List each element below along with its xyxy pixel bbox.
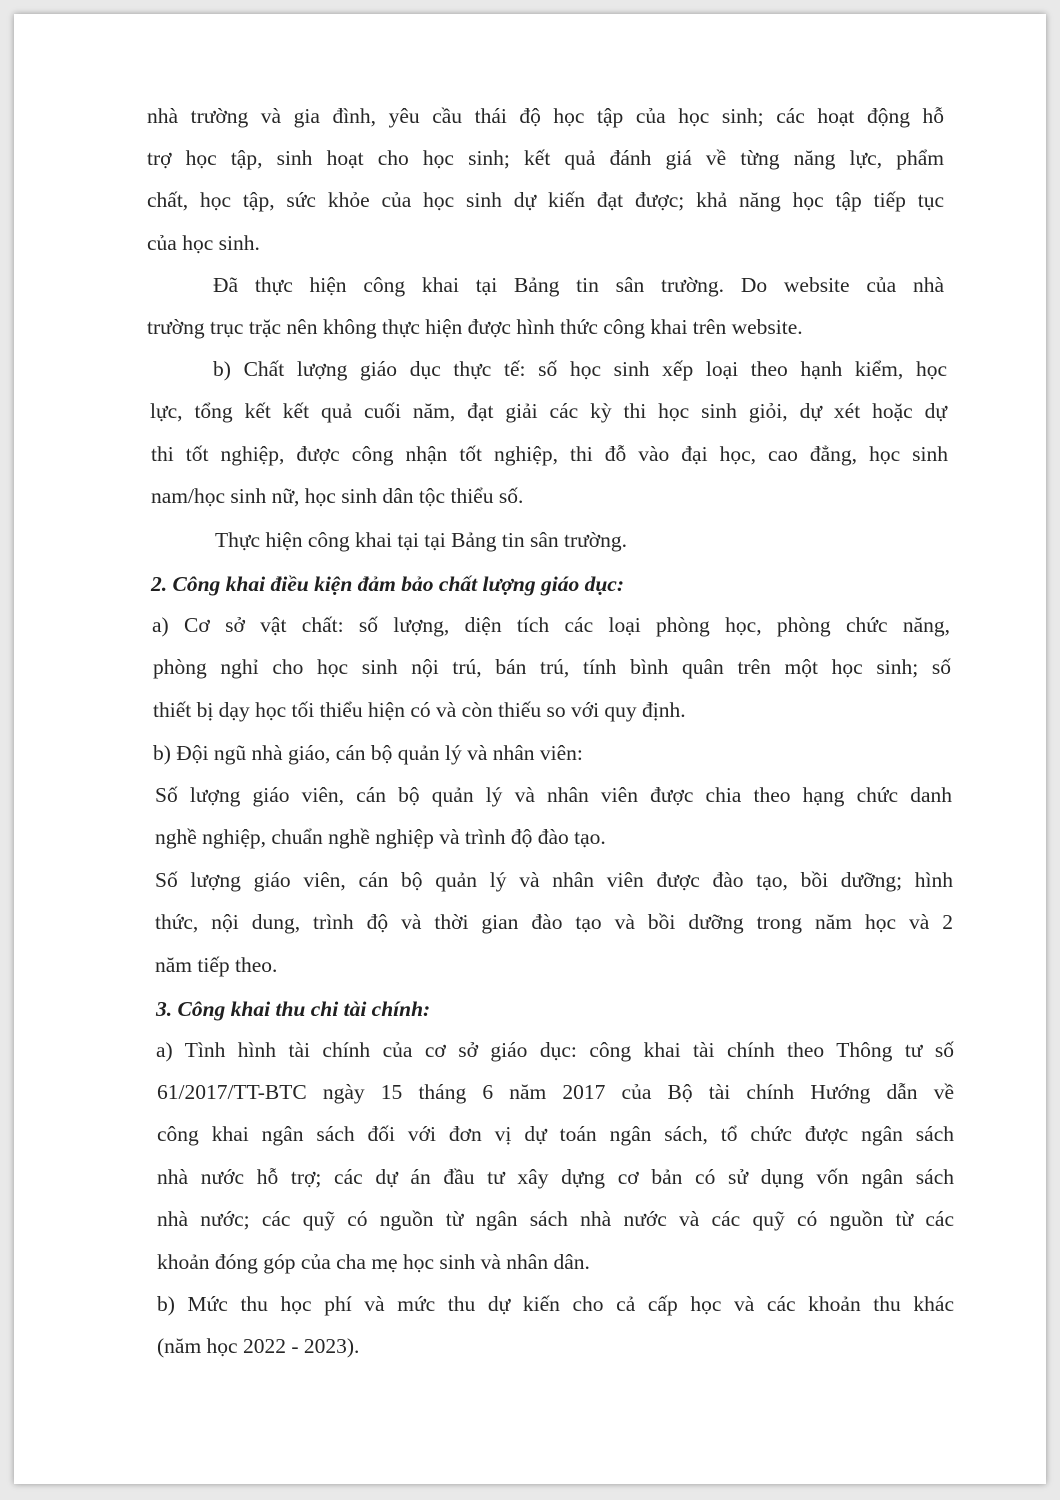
text-line: nhà nước; các quỹ có nguồn từ ngân sách nhà nước và các quỹ có nguồn từ các [157,1207,954,1231]
text-line: nhà trường và gia đình, yêu cầu thái độ học tập của học sinh; các hoạt động hỗ [147,104,944,128]
text-line: năm tiếp theo. [155,953,278,977]
text-line: trường trục trặc nên không thực hiện được hình thức công khai trên website. [147,315,803,339]
text-line: Thực hiện công khai tại tại Bảng tin sân trường. [215,528,628,552]
text-line: 61/2017/TT-BTC ngày 15 tháng 6 năm 2017 của Bộ tài chính Hướng dẫn về [157,1080,954,1104]
text-line: khoản đóng góp của cha mẹ học sinh và nhân dân. [157,1250,590,1274]
text-line: a) Tình hình tài chính của cơ sở giáo dục: công khai tài chính theo Thông tư số [156,1038,954,1062]
text-line: nhà nước hỗ trợ; các dự án đầu tư xây dựng cơ bản có sử dụng vốn ngân sách [157,1165,954,1189]
section-heading: 3. Công khai thu chi tài chính: [156,997,431,1021]
text-line: nghề nghiệp, chuẩn nghề nghiệp và trình độ đào tạo. [155,825,606,849]
text-line: Số lượng giáo viên, cán bộ quản lý và nhân viên được chia theo hạng chức danh [155,783,952,807]
document-page [14,14,1046,1484]
text-line: Số lượng giáo viên, cán bộ quản lý và nhân viên được đào tạo, bồi dưỡng; hình [155,868,953,892]
section-heading: 2. Công khai điều kiện đảm bảo chất lượng giáo dục: [151,572,624,596]
text-line: của học sinh. [147,231,260,255]
text-line: thiết bị dạy học tối thiểu hiện có và còn thiếu so với quy định. [153,698,686,722]
text-line: phòng nghỉ cho học sinh nội trú, bán trú, tính bình quân trên một học sinh; số [153,655,951,679]
text-line: (năm học 2022 - 2023). [157,1334,360,1358]
text-line: nam/học sinh nữ, học sinh dân tộc thiểu số. [151,484,524,508]
text-line: b) Chất lượng giáo dục thực tế: số học sinh xếp loại theo hạnh kiểm, học [213,357,947,381]
text-line: thi tốt nghiệp, được công nhận tốt nghiệp, thi đỗ vào đại học, cao đẳng, học sinh [151,442,948,466]
text-line: thức, nội dung, trình độ và thời gian đào tạo và bồi dưỡng trong năm học và 2 [155,910,953,934]
text-line: lực, tổng kết kết quả cuối năm, đạt giải các kỳ thi học sinh giỏi, dự xét hoặc dự [150,399,947,423]
text-line: công khai ngân sách đối với đơn vị dự toán ngân sách, tổ chức được ngân sách [157,1122,954,1146]
text-line: trợ học tập, sinh hoạt cho học sinh; kết quả đánh giá về từng năng lực, phẩm [147,146,944,170]
text-line: b) Đội ngũ nhà giáo, cán bộ quản lý và nhân viên: [153,741,583,765]
text-line: Đã thực hiện công khai tại Bảng tin sân trường. Do website của nhà [213,273,944,297]
text-line: chất, học tập, sức khỏe của học sinh dự kiến đạt được; khả năng học tập tiếp tục [147,188,944,212]
text-line: a) Cơ sở vật chất: số lượng, diện tích các loại phòng học, phòng chức năng, [152,613,950,637]
text-line: b) Mức thu học phí và mức thu dự kiến cho cả cấp học và các khoản thu khác [157,1292,954,1316]
